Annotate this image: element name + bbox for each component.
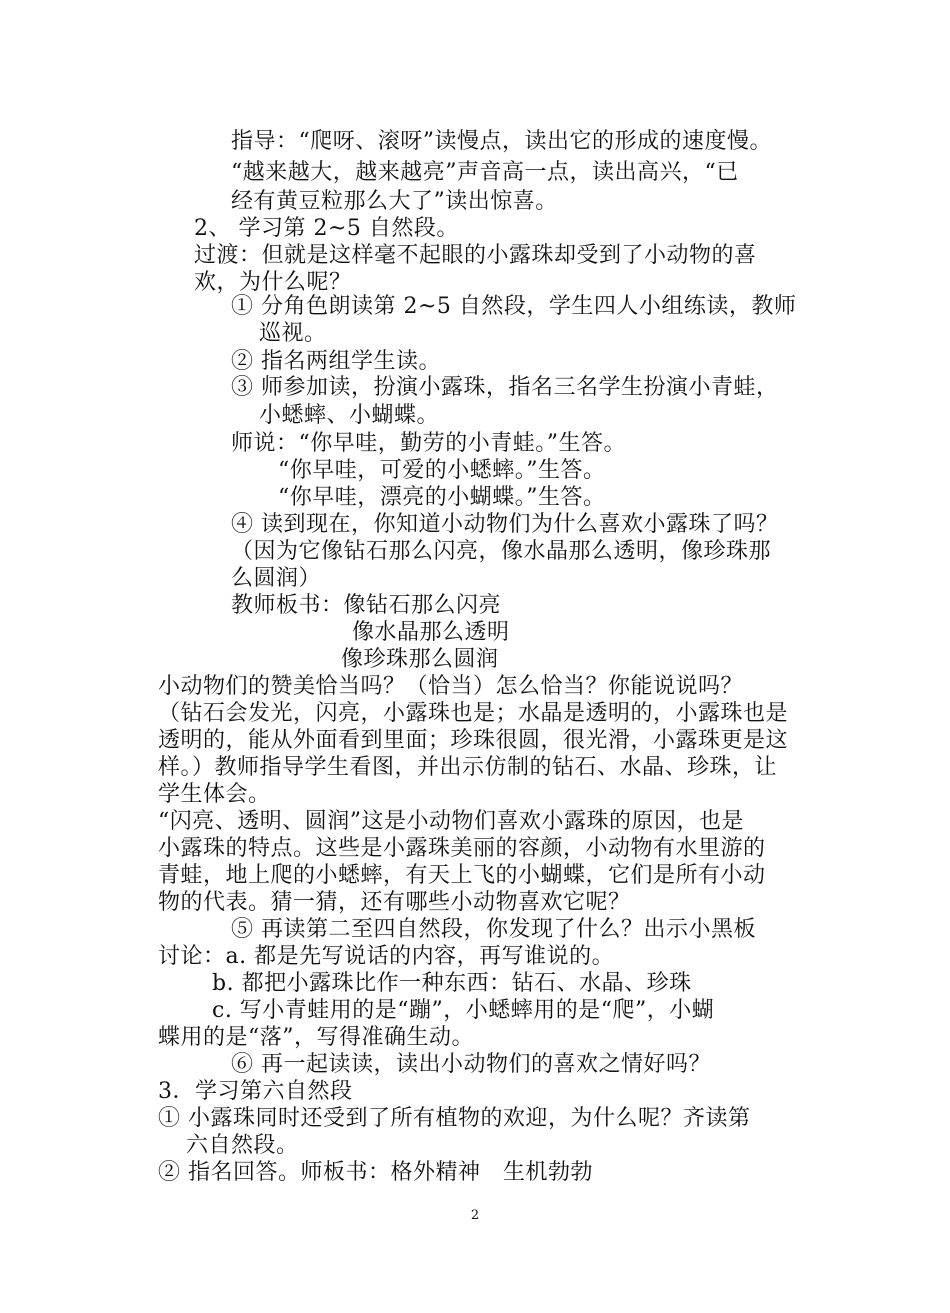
text-line: b. 都把小露珠比作一种东西：钻石、水晶、珍珠: [212, 971, 692, 996]
text-line: 过渡：但就是这样毫不起眼的小露珠却受到了小动物的喜: [194, 243, 757, 268]
text-line: ③ 师参加读，扮演小露珠，指名三名学生扮演小青蛙，: [231, 375, 779, 400]
text-line: 欢，为什么呢？: [194, 270, 352, 295]
text-line: 透明的，能从外面看到里面；珍珠很圆，很光滑，小露珠更是这: [158, 728, 789, 753]
text-line: ② 指名回答。师板书：格外精神 生机勃勃: [158, 1160, 593, 1185]
text-line: 学生体会。: [158, 782, 271, 807]
text-line: 六自然段。: [186, 1133, 299, 1158]
text-line: 指导：“爬呀、滚呀”读慢点，读出它的形成的速度慢。: [231, 129, 772, 154]
text-line: 3．学习第六自然段: [158, 1079, 353, 1104]
text-line: 巡视。: [259, 321, 327, 346]
text-line: 教师板书：像钻石那么闪亮: [231, 593, 502, 618]
text-line: 2、 学习第 2~5 自然段。: [194, 216, 459, 241]
text-line: ② 指名两组学生读。: [231, 349, 441, 374]
text-line: ① 分角色朗读第 2~5 自然段，学生四人小组练读，教师: [231, 294, 797, 319]
text-line: ⑥ 再一起读读，读出小动物们的喜欢之情好吗？: [231, 1052, 711, 1077]
text-line: “你早哇，漂亮的小蝴蝶。”生答。: [278, 485, 606, 510]
text-line: 讨论：a. 都是先写说话的内容，再写谁说的。: [158, 944, 615, 969]
text-line: 像珍珠那么圆润: [341, 647, 499, 672]
text-line: 师说：“你早哇，勤劳的小青蛙。”生答。: [231, 431, 626, 456]
text-line: （钻石会发光，闪亮，小露珠也是；水晶是透明的，小露珠也是: [158, 701, 789, 726]
text-line: 小蟋蟀、小蝴蝶。: [259, 403, 440, 428]
text-line: 像水晶那么透明: [352, 620, 510, 645]
text-line: “闪亮、透明、圆润”这是小动物们喜欢小露珠的原因，也是: [158, 809, 744, 834]
text-line: 小动物们的赞美恰当吗？（恰当）怎么恰当？你能说说吗？: [158, 674, 744, 699]
text-line: 蝶用的是“落”，写得准确生动。: [158, 1025, 474, 1050]
text-line: （因为它像钻石那么闪亮，像水晶那么透明，像珍珠那: [231, 539, 772, 564]
text-line: ① 小露珠同时还受到了所有植物的欢迎，为什么呢？齐读第: [158, 1106, 751, 1131]
page-number: 2: [470, 1208, 480, 1223]
text-line: 青蛙，地上爬的小蟋蟀，有天上飞的小蝴蝶，它们是所有小动: [158, 863, 766, 888]
text-line: c. 写小青蛙用的是“蹦”，小蟋蟀用的是“爬”，小蝴: [212, 998, 715, 1023]
text-line: 物的代表。猜一猜，还有哪些小动物喜欢它呢？: [158, 890, 631, 915]
text-line: 经有黄豆粒那么大了”读出惊喜。: [231, 189, 558, 214]
text-line: 么圆润）: [231, 566, 322, 591]
text-line: ④ 读到现在，你知道小动物们为什么喜欢小露珠了吗？: [231, 512, 779, 537]
text-line: 小露珠的特点。这些是小露珠美丽的容颜，小动物有水里游的: [158, 836, 766, 861]
text-line: 样。）教师指导学生看图，并出示仿制的钻石、水晶、珍珠，让: [158, 755, 778, 780]
text-line: “越来越大，越来越亮”声音高一点，读出高兴，“已: [231, 160, 739, 185]
text-line: “你早哇，可爱的小蟋蟀。”生答。: [278, 458, 606, 483]
text-line: ⑤ 再读第二至四自然段，你发现了什么？出示小黑板: [231, 917, 756, 942]
